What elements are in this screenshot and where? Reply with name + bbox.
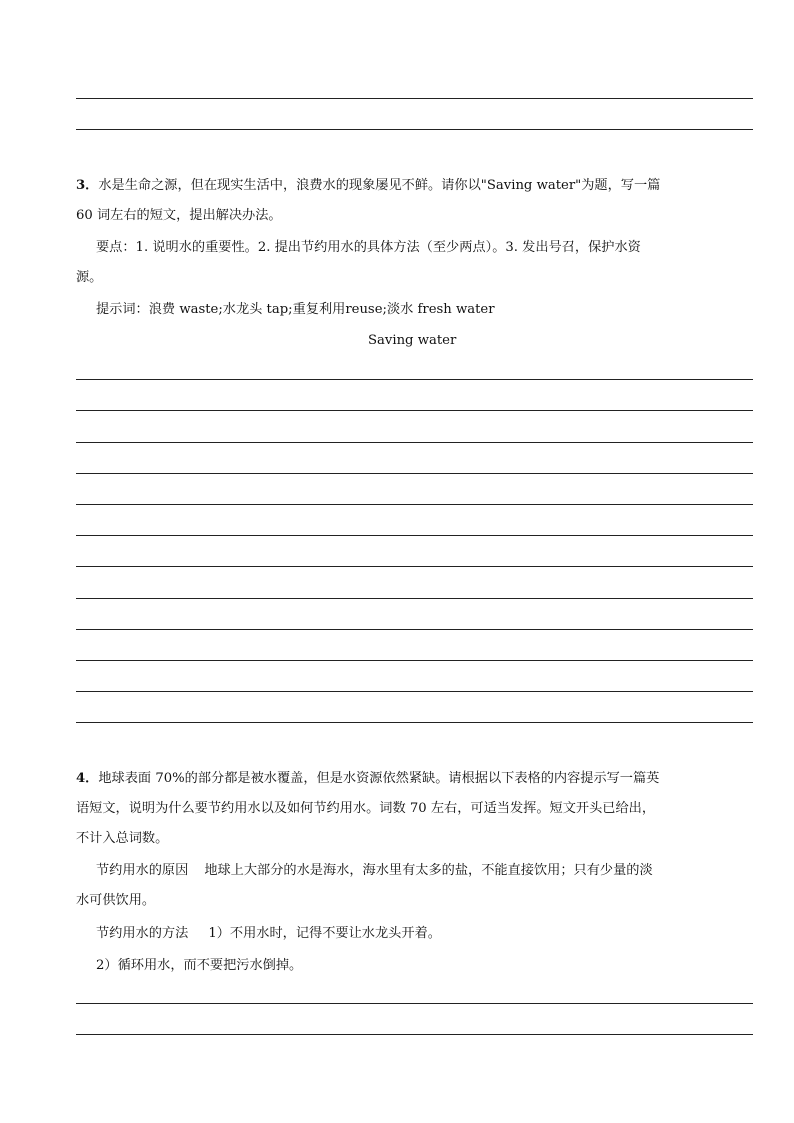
writing-line <box>76 691 753 692</box>
question-3-number: 3． <box>76 178 99 193</box>
question-4-line-3: 不计入总词数。 <box>76 831 169 846</box>
writing-line <box>76 473 753 474</box>
question-3-points-line-2: 源。 <box>76 270 103 285</box>
method-label: 节约用水的方法 <box>96 926 189 941</box>
method-1: 1）不用水时，记得不要让水龙头开着。 <box>208 926 441 941</box>
question-4-line-1 <box>76 769 659 789</box>
writing-line <box>76 598 753 599</box>
writing-line <box>76 442 753 443</box>
reason-text: 地球上大部分的水是海水，海水里有太多的盐，不能直接饮用；只有少量的淡 <box>204 863 653 878</box>
reason-label: 节约用水的原因 <box>96 863 189 878</box>
question-3-line-1 <box>76 176 660 196</box>
question-3-points-line-1: 要点：1. 说明水的重要性。2. 提出节约用水的具体方法（至少两点）。3. 发出号召，保护水资 <box>96 240 641 255</box>
writing-line <box>76 566 753 567</box>
reason-row <box>96 861 653 881</box>
writing-line <box>76 722 753 723</box>
writing-line <box>76 379 753 380</box>
question-4-number: 4． <box>76 771 99 786</box>
answer-line <box>76 98 753 99</box>
writing-line <box>76 629 753 630</box>
writing-line <box>76 504 753 505</box>
writing-line <box>76 1003 753 1004</box>
question-3-line-2: 60 词左右的短文，提出解决办法。 <box>76 208 282 223</box>
writing-line <box>76 410 753 411</box>
reason-text-continued: 水可供饮用。 <box>76 893 156 908</box>
writing-line <box>76 535 753 536</box>
answer-line <box>76 129 753 130</box>
question-4-line-2: 语短文，说明为什么要节约用水以及如何节约用水。词数 70 左右，可适当发挥。短文开头已给出， <box>76 801 656 816</box>
essay-title: Saving water <box>368 333 457 348</box>
writing-line <box>76 660 753 661</box>
question-3-hints: 提示词：浪费 waste;水龙头 tap;重复利用reuse;淡水 fresh water <box>96 302 495 317</box>
writing-line <box>76 1034 753 1035</box>
question-4-prompt: 地球表面 70%的部分都是被水覆盖，但是水资源依然紧缺。请根据以下表格的内容提示写一篇英 <box>98 771 660 786</box>
method-2: 2）循环用水，而不要把污水倒掉。 <box>96 958 303 973</box>
method-row <box>96 924 441 944</box>
question-3-prompt: 水是生命之源，但在现实生活中，浪费水的现象屡见不鲜。请你以"Saving water"为题，写一篇 <box>98 178 661 193</box>
